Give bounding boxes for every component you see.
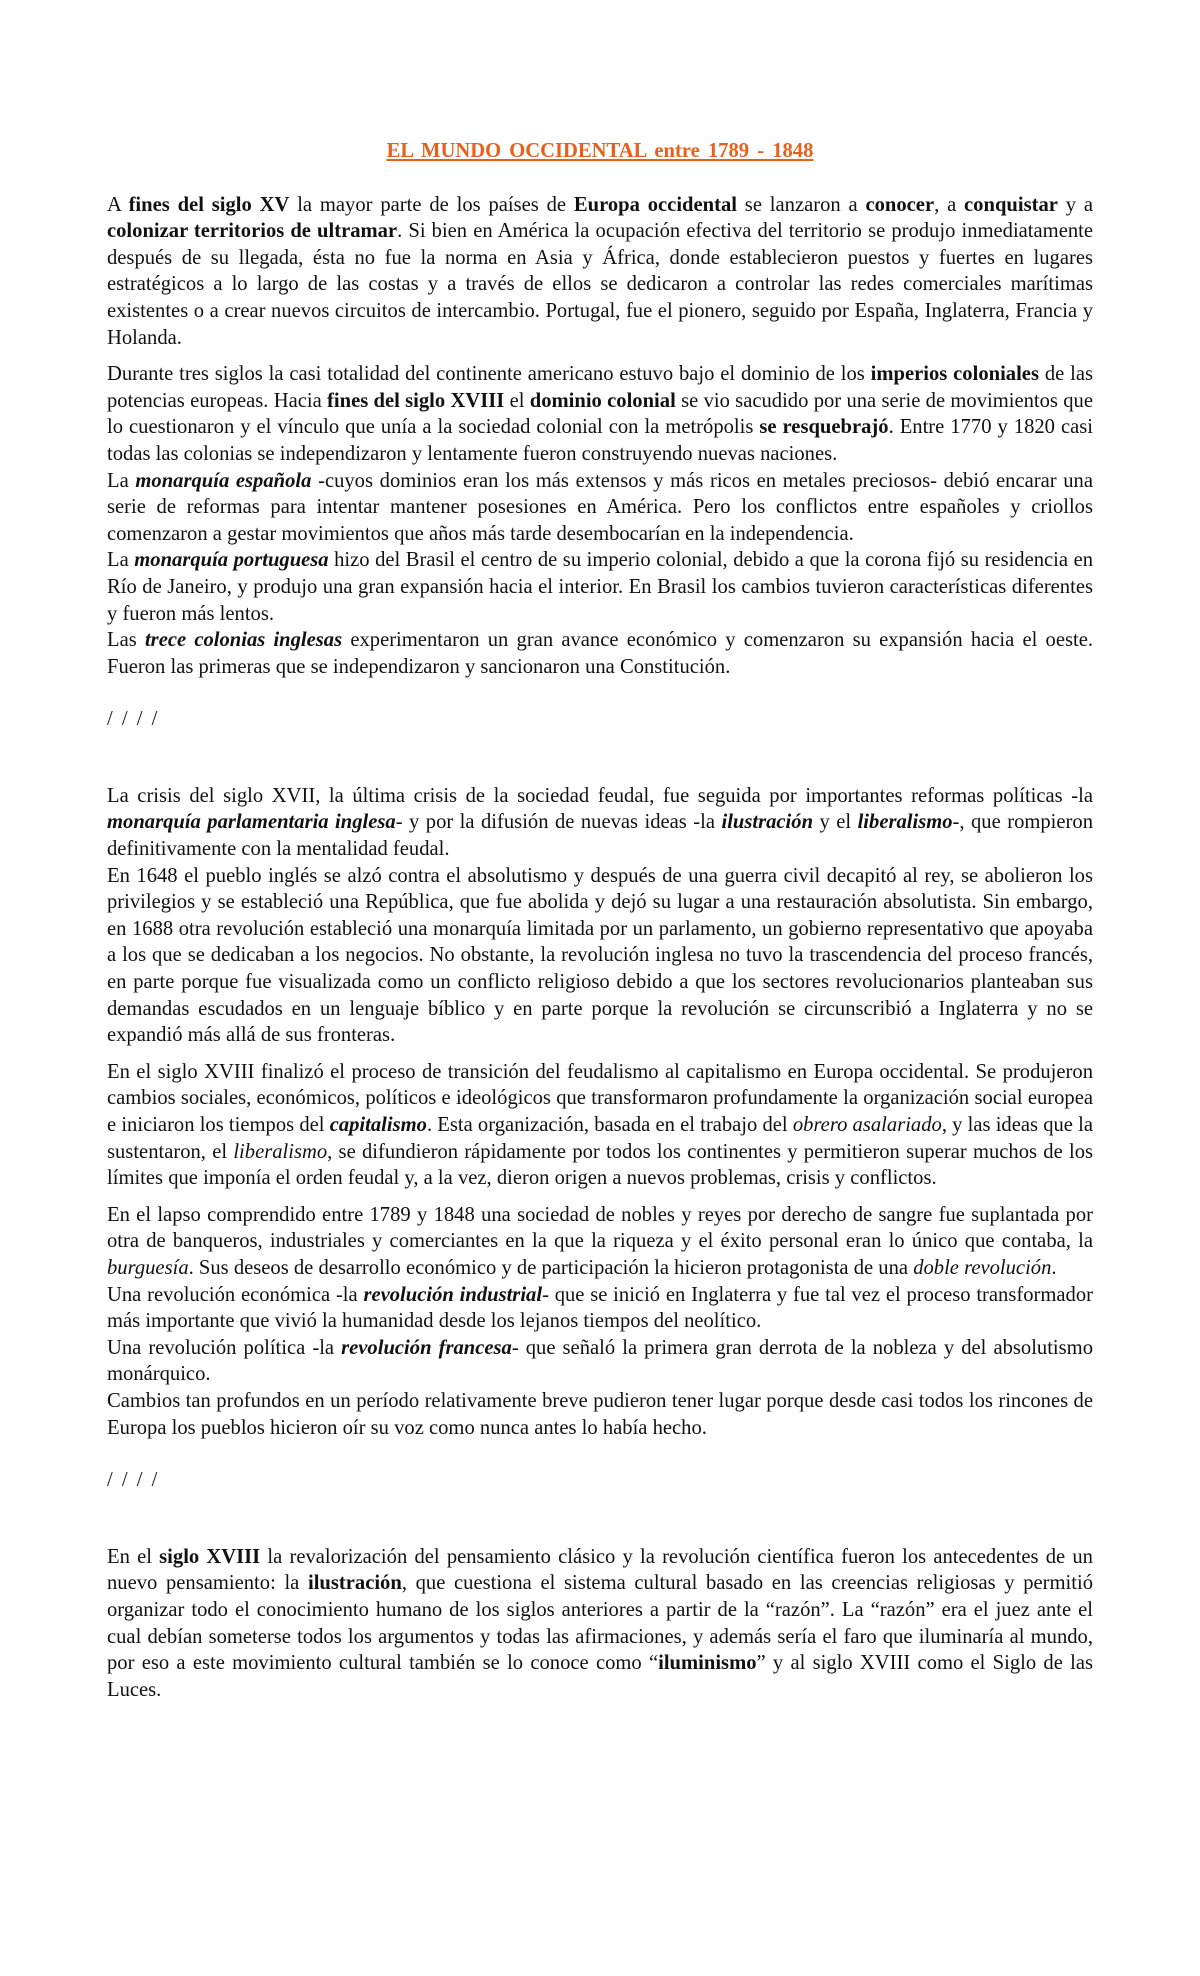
bold-text: fines del siglo XVIII [327,389,505,412]
text-run: - y por la difusión de nuevas ideas -la [395,811,722,834]
bold-text: fines del siglo XV [128,193,290,216]
paragraph-portuguese-monarchy [107,547,1093,627]
text-run: , se difundieron rápidamente por todos los continentes y permitieron superar muchos de los límites que imponía el orden feudal y, a la vez, dieron origen a nuevos problemas, crisis y conflictos. [107,1140,1094,1190]
italic-text: liberalismo [233,1140,328,1163]
text-run: , a [934,193,965,216]
text-run: se lanzaron a [736,193,866,216]
bold-text: dominio colonial [529,389,676,412]
bold-text: colonizar territorios de ultramar [107,220,398,243]
paragraph-profound-changes [107,1388,1093,1441]
text-run: . Sus deseos de desarrollo económico y de participación la hicieron protagonista de una [188,1256,914,1279]
text-run: En 1648 el pueblo inglés se alzó contra el absolutismo y después de una guerra civil decapitó al rey, se abolieron los privilegios y se estableció una República, que fue abolida y dejó su lugar a una restauración absolutista. Sin embargo, en 1688 otra revolución estableció una monarquía limitada por un parlamento, un gobierno representativo que apoyaba a los que se dedicaban a los negocios. No obstante, la revolución inglesa no tuvo la trascendencia del proceso francés, en parte porque fue visualizada como un conflicto religioso debido a que los sectores revolucionarios planteaban sus demandas escudados en un lenguaje bíblico y en parte porque la revolución se circunscribió a Inglaterra y no se expandió más allá de sus fronteras. [107,864,1093,1047]
paragraph-expansion [107,192,1093,352]
document-title: EL MUNDO OCCIDENTAL entre 1789 - 1848 [386,140,814,162]
section-separator: / / / / [107,708,160,731]
text-run: La crisis del siglo XVII, la última crisis de la sociedad feudal, fue seguida por importantes reformas políticas -la [107,784,1093,807]
text-run: Una revolución económica -la [107,1283,364,1306]
bold-text: conocer [865,193,935,216]
bold-text: iluminismo [658,1652,757,1675]
bold-text: siglo XVIII [159,1545,261,1568]
bold-italic-text: trece colonias inglesas [144,629,343,652]
paragraph-enlightenment [107,1544,1093,1704]
text-run: de las potencias europeas. Hacia [107,363,1093,412]
text-run: . Entre 1770 y 1820 casi todas las colonias se independizaron y lentamente fueron construyendo nuevas naciones. [107,416,1093,465]
bold-italic-text: capitalismo [329,1114,427,1136]
paragraph-spanish-monarchy [107,468,1093,548]
text-run: Las [107,629,145,652]
text-run: el [504,389,530,412]
document-page [107,138,1093,1703]
text-run: la mayor parte de los países de [289,193,574,216]
text-run: - que señaló la primera gran derrota de la nobleza y del absolutismo monárquico. [107,1336,1093,1386]
text-run: En el siglo XVIII finalizó el proceso de transición del feudalismo al capitalismo en Europa occidental. Se produjeron cambios sociales, económicos, políticos e ideológicos que transformaron profundamente la organización social europea e iniciaron los tiempos del [107,1060,1093,1136]
bold-italic-text: monarquía española [135,469,312,492]
text-run: la revalorización del pensamiento clásico y la revolución científica fueron los antecedentes de un nuevo pensamiento: la [107,1545,1093,1595]
paragraph-bourgeoisie [107,1202,1093,1282]
bold-italic-text: liberalismo [857,811,953,834]
text-run: , que cuestiona el sistema cultural basado en las creencias religiosas y permitió organizar todo el conocimiento humano de los siglos anteriores a partir de la “razón”. La “razón” era el juez ante el cual debían someterse todos los argumentos y todas las afirmaciones, y además sería el faro que iluminaría al mundo, por eso a este movimiento cultural también se lo conoce como “ [107,1572,1093,1675]
bold-italic-text: revolución francesa [341,1336,512,1359]
bold-italic-text: monarquía parlamentaria inglesa [107,811,396,834]
text-run: y el [813,811,858,834]
text-run: experimentaron un gran avance económico y comenzaron su expansión hacia el oeste. Fueron las primeras que se independizaron y sancionaron una Constitución. [107,629,1093,678]
text-run: -cuyos dominios eran los más extensos y más ricos en metales preciosos- debió encarar una serie de reformas para intentar mantener posesiones en América. Pero los conflictos entre españoles y criollos comenzaron a gestar movimientos que años más tarde desembocarían en la independencia. [107,469,1093,545]
bold-text: conquistar [964,193,1058,216]
text-run: Cambios tan profundos en un período relativamente breve pudieron tener lugar porque desde casi todos los rincones de Europa los pueblos hicieron oír su voz como nunca antes lo había hecho. [107,1389,1093,1439]
text-run: . Si bien en América la ocupación efectiva del territorio se produjo inmediatamente después de su llegada, ésta no fue la norma en Asia y África, donde establecieron puestos y fuertes en lugares estratégicos a lo largo de las costas y a través de ellos se dedicaron a controlar las redes comerciales marítimas existentes o a crear nuevos circuitos de intercambio. Portugal, fue el pionero, seguido por España, Inglaterra, Francia y Holanda. [107,220,1093,349]
bold-text: imperios coloniales [870,363,1039,386]
text-run: - que se inició en Inglaterra y fue tal vez el proceso transformador más importante que vivió la humanidad desde los lejanos tiempos del neolítico. [107,1283,1093,1333]
text-run: A [107,193,129,216]
bold-italic-text: ilustración [721,811,814,834]
text-run: hizo del Brasil el centro de su imperio colonial, debido a que la corona fijó su residencia en Río de Janeiro, y produjo una gran expansión hacia el interior. En Brasil los cambios tuvieron características diferentes y fueron más lentos. [107,549,1094,625]
text-run: Durante tres siglos la casi totalidad del continente americano estuvo bajo el dominio de los [107,363,871,386]
paragraph-industrial-revolution [107,1282,1093,1335]
text-run: . Esta organización, basada en el trabajo del [426,1114,793,1136]
bold-text: Europa occidental [573,193,737,216]
text-run: . [1051,1256,1057,1279]
paragraph-colonial-empires [107,361,1093,467]
italic-text: obrero asalariado [792,1114,942,1136]
bold-text: ilustración [307,1572,402,1595]
text-run: La [107,549,135,572]
bold-text: se resquebrajó [759,416,889,439]
paragraph-crisis-xvii [107,783,1093,863]
text-run: se vio sacudido por una serie de movimientos que lo cuestionaron y el vínculo que unía a la sociedad colonial con la metrópolis [107,389,1093,439]
paragraph-capitalism [107,1059,1093,1192]
section-separator: / / / / [107,1469,160,1492]
text-run: -, que rompieron definitivamente con la mentalidad feudal. [107,811,1093,861]
bold-italic-text: revolución industrial [363,1283,543,1306]
text-run: ” y al siglo XVIII como el Siglo de las Luces. [107,1652,1093,1701]
paragraph-thirteen-colonies [107,627,1093,680]
text-run: En el lapso comprendido entre 1789 y 1848 una sociedad de nobles y reyes por derecho de sangre fue suplantada por otra de banqueros, industriales y comerciantes en la que la riqueza y el éxito personal eran lo único que contaba, la [107,1203,1093,1253]
paragraph-english-revolution [107,863,1093,1049]
text-run: Una revolución política -la [107,1336,342,1359]
text-run: La [107,469,136,492]
text-run: En el [107,1545,160,1568]
paragraph-french-revolution [107,1335,1093,1388]
italic-text: burguesía [107,1256,189,1279]
bold-italic-text: monarquía portuguesa [134,549,329,572]
text-run: , y las ideas que la sustentaron, el [107,1114,1093,1163]
italic-text: doble revolución [913,1256,1052,1279]
text-run: y a [1057,193,1093,216]
